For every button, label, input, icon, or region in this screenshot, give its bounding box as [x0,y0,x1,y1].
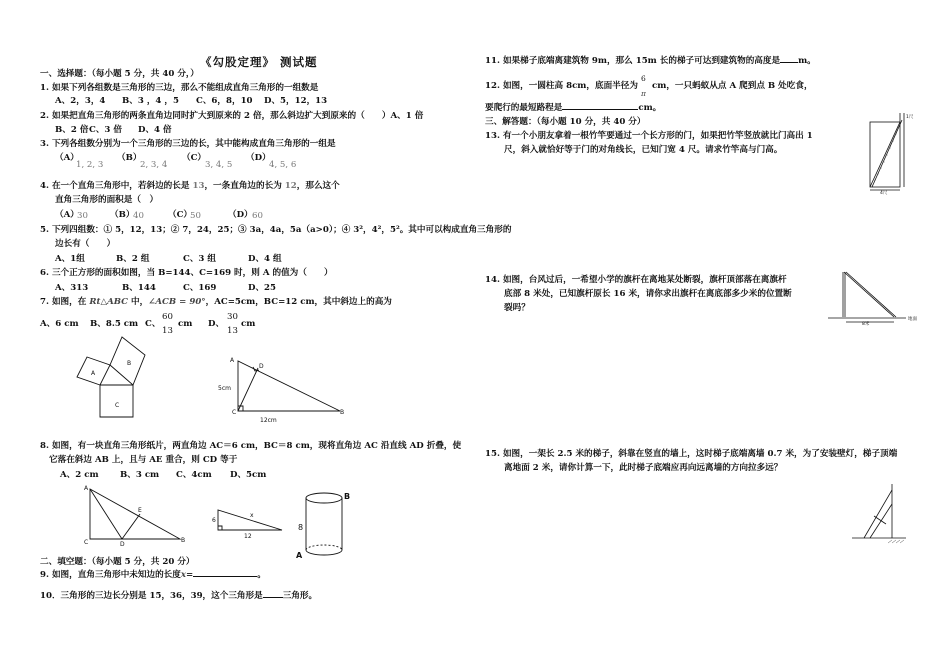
q3-opt-d: （D） [246,153,271,163]
q8-opt-a: A、2 cm [60,470,99,480]
q5-opt-a: A、1组 [55,254,85,264]
cylinder-label-8: 8 [298,523,304,532]
square-label-b: B [127,360,132,367]
three-squares-figure [75,345,185,435]
q7-opt-c: C、 [145,319,161,329]
q3-opt-d-value: 4, 5, 6 [269,160,297,170]
cylinder-label-b: B [344,492,351,501]
q7-opt-d-unit: cm [241,319,256,329]
broken-flagpole-figure [826,270,926,328]
q8-stem-line2: 它落在斜边 AB 上，且与 AE 重合，则 CD 等于 [49,455,238,465]
q3-opt-a: （A） [55,153,79,163]
q9-label-x: x [250,512,254,519]
q5-opt-b: B、2 组 [116,254,150,264]
square-c [100,385,133,417]
q3-opt-a-value: 1, 2, 3 [76,160,104,170]
q4-opt-d-value: 60 [252,211,263,221]
q15-line1: 15. 如图，一架长 2.5 米的梯子，斜靠在竖直的墙上，这时梯子底端离墙 0.7 米，为了安装壁灯，梯子顶端 [485,449,898,459]
flagpole-label-ground: 地面 [908,317,917,322]
q8-label-c: C [84,539,89,546]
q6-opt-a: A、313 [55,283,89,293]
right-triangle-q7-figure [218,356,348,426]
q12-stem-line2: 要爬行的最短路程是 cm。 [485,103,662,113]
q7-label-b: B [340,409,345,416]
q9-label-6: 6 [212,517,216,524]
q5-stem-line2: 边长有（ ） [55,239,116,249]
q4-opt-b-value: 40 [133,211,144,221]
q8-label-b: B [181,537,186,544]
flagpole-label-8m: 8米 [862,322,870,327]
door-bamboo-figure [862,110,922,196]
q14-line1: 14. 如图，台风过后，一希望小学的旗杆在离地某处断裂，旗杆顶部落在离旗杆 [485,275,787,285]
q7-opt-d-denominator: 13 [227,326,238,336]
q12-frac-denominator: π [641,89,646,98]
ladder-wall-figure [850,482,910,542]
door-label-1chi: 1尺 [906,115,914,120]
q7-opt-b: B、8.5 cm [90,319,139,329]
q1-stem: 1. 如果下列各组数是三角形的三边，那么不能组成直角三角形的一组数是 [40,83,319,93]
q7-opt-d: D、 [208,319,225,329]
q2-opt-d: D、4 倍 [138,125,172,135]
q14-line3: 裂吗？ [504,303,530,313]
q4-stem-line1: 4. 在一个直角三角形中，若斜边的长是 13，一条直角边的长为 12，那么这个 [40,181,340,191]
q7-label-d: D [259,363,264,370]
q7-label-a: A [230,357,235,364]
q13-line1: 13. 有一个小朋友拿着一根竹竿要通过一个长方形的门，如果把竹竿竖放就比门高出 1 [485,131,813,141]
q11-stem: 11. 如果梯子底端离建筑物 9m，那么 15m 长的梯子可达到建筑物的高度是 m。 [485,56,816,66]
square-label-a: A [91,370,96,377]
q7-opt-d-numerator: 30 [227,312,238,322]
q7-label-c: C [232,409,237,416]
q12-stem-line1: 12. 如图，一圆柱高 8cm，底面半径为 [485,81,638,91]
q14-line2: 底部 8 米处，已知旗杆原长 16 米，请你求出旗杆在离底部多少米的位置断 [504,289,792,299]
q6-stem: 6. 三个正方形的面积如图，当 B=144、C=169 时，则 A 的值为（ ） [40,268,333,278]
q4-opt-c-value: 50 [190,211,201,221]
q9-label-12: 12 [244,533,252,540]
q8-label-d: D [120,541,125,548]
q12-frac-numerator: 6 [641,74,646,83]
q7-stem: 7. 如图，在 Rt△ABC 中，∠ACB = 90°，AC=5cm，BC=12 cm，其中斜边上的高为 [40,297,392,307]
q3-opt-c-value: 3, 4, 5 [205,160,233,170]
q10-stem: 10．三角形的三边长分别是 15，36，39，这个三角形是 三角形。 [40,591,318,601]
q15-line2: 离地面 2 米，请你计算一下，此时梯子底端应再向远离墙的方向拉多远？ [504,463,783,473]
q4-stem-line2: 直角三角形的面积是（ ） [55,195,159,205]
q1-opt-d: D、5，12，13 [264,96,328,106]
q4-opt-d: （D） [228,210,253,220]
q4-opt-c: （C） [168,210,193,220]
q8-label-e: E [138,507,142,514]
square-label-c: C [115,402,120,409]
q2-opt-b: B、2 倍 [55,125,89,135]
q9-answer-blank[interactable] [193,576,257,577]
q8-stem-line1: 8. 如图，有一块直角三角形纸片，两直角边 AC＝6 cm，BC＝8 cm，现将直角边 AC 沿直线 AD 折叠，使 [40,441,462,451]
q4-opt-a: （A） [55,210,79,220]
q12-answer-blank[interactable] [562,109,638,110]
q7-label-12cm: 12cm [260,417,277,424]
q2-opt-c: C、3 倍 [89,125,122,135]
q8-label-a: A [84,485,89,492]
q1-opt-a: A、2，3，4 [55,96,106,106]
q7-label-5cm: 5cm [218,385,231,392]
q6-opt-b: B、144 [122,283,156,293]
cylinder-label-a: A [296,551,303,560]
q7-opt-c-numerator: 60 [162,312,173,322]
q10-answer-blank[interactable] [263,597,283,598]
q11-answer-blank[interactable] [780,62,798,63]
q7-opt-c-unit: cm [178,319,193,329]
folded-triangle-q8-figure [82,484,187,546]
section-answer-heading: 三、解答题：（每小题 10 分，共 40 分） [485,117,646,127]
q2-stem: 2. 如果把直角三角形的两条直角边同时扩大到原来的 2 倍，那么斜边扩大到原来的（ ）A、1 倍 [40,111,424,121]
q1-opt-b: B、3 ，4 ，5 [122,96,179,106]
q6-opt-c: C、169 [183,283,217,293]
triangle-q9-figure [212,505,287,541]
q12-unit-text: cm，一只蚂蚁从点 A 爬到点 B 处吃食， [652,81,813,91]
q9-stem: 9. 如图，直角三角形中未知边的长度x= 。 [40,570,266,580]
q8-opt-c: C、4cm [176,470,212,480]
q4-opt-a-value: 30 [77,211,88,221]
q13-line2: 尺，斜入就恰好等于门的对角线长，已知门宽 4 尺。请求竹竿高与门高。 [504,145,783,155]
page-title: 《勾股定理》 测试题 [200,55,318,69]
q5-opt-c: C、3 组 [183,254,216,264]
cylinder-figure [296,488,356,563]
q6-opt-d: D、25 [248,283,277,293]
q3-stem: 3. 下列各组数分别为一个三角形的三边的长，其中能构成直角三角形的一组是 [40,139,336,149]
door-label-4chi: 4尺 [880,191,888,196]
q8-opt-d: D、5cm [230,470,267,480]
q7-opt-a: A、6 cm [40,319,79,329]
q1-opt-c: C、6，8，10 [196,96,253,106]
q3-opt-c: （C） [182,153,207,163]
q7-opt-c-denominator: 13 [162,326,173,336]
q3-opt-b-value: 2, 3, 4 [140,160,168,170]
q5-opt-d: D、4 组 [248,254,282,264]
section-fill-heading: 二、填空题：（每小题 5 分，共 20 分） [40,557,195,567]
q4-opt-b: （B） [110,210,135,220]
section-choice-heading: 一、选择题：（每小题 5 分，共 40 分，） [40,69,199,79]
q8-opt-b: B、3 cm [120,470,160,480]
q3-opt-b: （B） [117,153,142,163]
q5-stem-line1: 5. 下列四组数：① 5，12，13；② 7，24，25；③ 3a，4a，5a（a>0）；④ 3²，4²，5²。其中可以构成直角三角形的 [40,225,512,235]
